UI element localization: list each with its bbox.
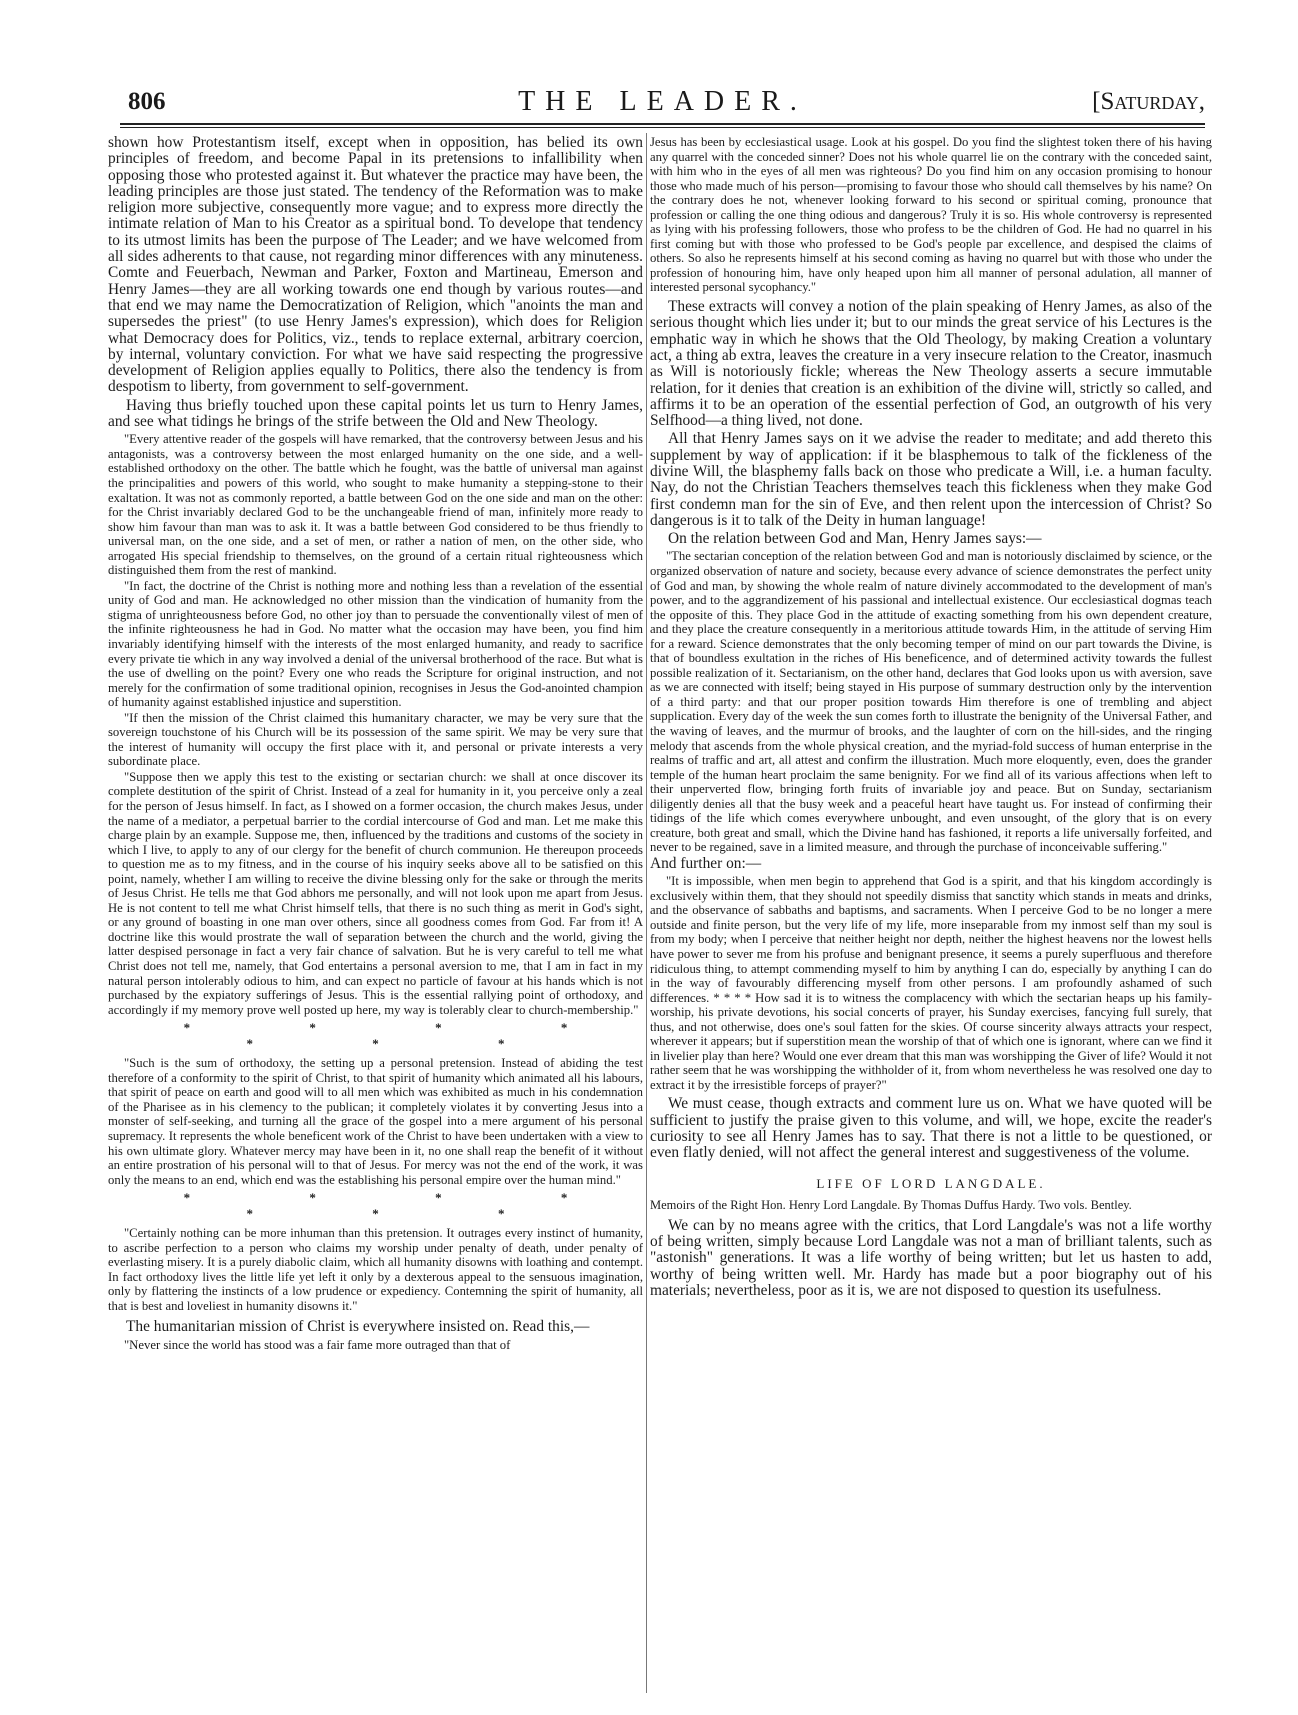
quotation-paragraph: "In fact, the doctrine of the Christ is nothing more and nothing less than a revelation of the essential unity of God and man. He acknowledged no other mission than the vindication of humanity from the stigma of unrighteousness before God, no other joy than to persuade the conventionally vilest of men of the infinite righteousness he had in God. No matter what the occasion may have been, you find him invariably identifying himself with the interests of the most enlarged humanity, and ready to sacrifice every private tie which in any way involved a denial of the universal brotherhood of the race. But what is the use of dwelling on the point? Every one who reads the Scripture for original instruction, and not merely for the confirmation of some traditional opinion, recognises in Jesus the God-anointed champion of humanity against established injustice and superstition. xyxy=(108,578,643,710)
header-rule-thin xyxy=(120,127,1205,128)
header-rule xyxy=(120,123,1205,125)
quotation-paragraph: "Certainly nothing can be more inhuman than this pretension. It outrages every instinct of humanity, to ascribe perfection to a person who claims my worship under penalty of death, under penalty of everlasting misery. It is a purely diabolic claim, which all humanity disowns with loathing and contempt. In fact orthodoxy lives the little life yet left it only by a dexterous appeal to the sensuous imagination, only by flattering the instincts of a low prudence or expediency. Contemning the spirit of humanity, all that is best and loveliest in humanity disowns it." xyxy=(108,1226,643,1313)
left-column xyxy=(108,135,643,1353)
paragraph: And further on:— xyxy=(650,854,762,872)
page-header xyxy=(120,86,1205,120)
paragraph: The humanitarian mission of Christ is everywhere insisted on. Read this,— xyxy=(126,1318,590,1336)
paragraph: These extracts will convey a notion of the plain speaking of Henry James, as also of the serious thought which lies under it; but to our minds the great service of his Lectures is the emphatic way in which he shows that the Old Theology, by making Creation a voluntary act, a thing ab extra, leaves the creature in a very insecure relation to the Creator, inasmuch as Will is notoriously fickle; whereas the New Theology asserts a secure immutable relation, for it denies that creation is an exhibition of the divine will, strictly so called, and affirms it to be an operation of the essential perfection of God, an outgrowth of his very Selfhood—a thing lived, not done. xyxy=(650,298,1212,430)
quotation-paragraph: "The sectarian conception of the relation between God and man is notoriously disclaimed by science, or the organized observation of nature and society, because every advance of science demonstrates the perfect unity of God and man, by showing the whole realm of nature divinely accommodated to the development of man's power, and to the aggrandizement of his passional and intellectual existence. Our ecclesiastical dogmas teach the opposite of this. They place God in the attitude of exacting something from his own dependent creature, and they place the creature consequently in a meritorious attitude towards Him, in the attitude of serving Him for a reward. Science demonstrates that the only becoming temper of mind on our part towards the Divine, is that of boundless exultation in the riches of His beneficence, and of determined activity towards the fullest possible realization of it. Sectarianism, on the other hand, declares that God looks upon us with aversion, save as we are connected with itself; being stayed in His purpose of summary destruction only by the intervention of a third party: and that our proper position towards Him therefore is one of trembling and abject supplication. Every day of the week the sun comes forth to illustrate the benignity of the Universal Father, and the waving of leaves, and the murmur of brooks, and the laughter of corn on the hill-sides, and the ringing melody that ascends from the whole physical creation, and the myriad-fold success of human enterprise in the realms of traffic and art, all attest and confirm the illustration. Much more eloquently, even, does the grander temple of the human heart proclaim the same benignity. For we find all of its various affections when left to their unperverted flow, bringing forth fruits of invariable joy and peace. But on Sunday, sectarianism diligently denies all that the busy week and a peaceful heart have taught us. For instead of confirming their tidings of the life which comes everywhere unbought, and even unsought, of the glory that is on every creature, both great and small, which the Divine hand has fashioned, it reports a life universally forfeited, and never to be regained, save in a limited measure, and through the purchase of inconceivable suffering." xyxy=(650,549,1212,855)
paragraph: On the relation between God and Man, Henry James says:— xyxy=(668,530,1042,548)
paragraph: We can by no means agree with the critics, that Lord Langdale's was not a life worthy of being written, simply because Lord Langdale was not a man of brilliant talents, such as "astonish" generations. It was a life worthy of being written; but let us hasten to add, worthy of being written well. Mr. Hardy has made but a poor biography out of his materials; nevertheless, poor as it is, we are not disposed to question its usefulness. xyxy=(650,1216,1212,1299)
quotation-paragraph: Jesus has been by ecclesiastical usage. Look at his gospel. Do you find the slightest token there of his having any quarrel with the conceded sinner? Does not his whole quarrel lie on the contrary with the conceded saint, with him who in the eyes of all men was righteous? Do you find him on any occasion promising to honour those who made much of his person—promising to favour those who should call themselves by his name? On the contrary does he not, whenever looking forward to his second or spiritual coming, pronounce that profession or calling the one thing odious and dangerous? Truly it is so. His whole controversy is represented as lying with his professing followers, those who profess to be the children of God. He had no quarrel in his first coming but with those who professed to be God's people par excellence, and despised the claims of others. So also he represents himself at his second coming as having no quarrel but with those who under the profession of honouring him, have only heaped upon him all manner of personal adulation, all manner of interested personal sycophancy." xyxy=(650,135,1212,295)
masthead-title: THE LEADER. xyxy=(518,86,807,117)
quotation-paragraph: "It is impossible, when men begin to apprehend that God is a spirit, and that his kingdom accordingly is exclusively within them, that they should not speedily dismiss that sanctity which stands in meats and drinks, and the observance of sabbaths and baptisms, and sacraments. When I perceive God to be no longer a mere outside and finite person, but the very life of my life, more inseparable from my inmost self than my soul is from my body; when I perceive that neither height nor depth, neither the highest heavens nor the lowest hells have power to sever me from his profuse and benignant presence, it seems a purely superfluous and therefore ridiculous thing, to attempt commending myself to him by anything I can do, especially by anything I can do in the way of favourably differencing myself from other persons. I am profoundly ashamed of such differences. * * * * How sad it is to witness the complacency with which the sectarian heaps up his family-worship, his private devotions, his social concerts of prayer, his Sunday exercises, fancying full surely, that thus, and not otherwise, does one's soul fatten for the skies. Of course sincerity always attracts your respect, wherever it appears; but if superstition mean the worship of that of which one is ignorant, where can we find it in livelier play than here? Would one ever dream that this man was worshipping the Giver of life? Would it not rather seem that he was worshipping the withholder of it, from whom nevertheless he was resolved one day to extract it by the irresistible forceps of prayer?" xyxy=(650,874,1212,1092)
asterisk-separator: * * * * * * * xyxy=(183,1020,626,1052)
paragraph: shown how Protestantism itself, except when in opposition, has belied its own principles of freedom, and become Papal in its pretensions to infallibility when opposing those who protested against it. But whatever the practice may have been, the leading principles are those just stated. The tendency of the Reformation was to make religion more subjective, consequently more vague; and to express more directly the intimate relation of Man to his Creator as a spiritual bond. To develope that tendency to its utmost limits has been the purpose of The Leader; and we have welcomed from all sides adherents to that cause, not regarding minor differences with any minuteness. Comte and Feuerbach, Newman and Parker, Foxton and Martineau, Emerson and Henry James—they are all working towards one end though by various routes—and that end we may name the Democratization of Religion, which "anoints the man and supersedes the priest" (to use Henry James's expression), which does for Religion what Democracy does for Politics, viz., tends to replace external, arbitrary coercion, by internal, voluntary conviction. For what we have said respecting the progressive development of Religion applies equally to Politics, there also the tendency is from despotism to liberty, from government to self-government. xyxy=(108,134,643,396)
paragraph: We must cease, though extracts and comment lure us on. What we have quoted will be sufficient to justify the praise given to this volume, and will, we hope, excite the reader's curiosity to see all Henry James has to say. That there is not a little to be questioned, or even flatly denied, will not affect the general interest and suggestiveness of the volume. xyxy=(650,1095,1212,1162)
paragraph: All that Henry James says on it we advise the reader to meditate; and add thereto this supplement by way of application: if it be blasphemous to talk of the fickleness of the divine Will, the blasphemy falls back on those who predicate a Will, i.e. a human faculty. Nay, do not the Christian Teachers themselves teach this fickleness when they make God first condemn man for the sin of Eve, and then relent upon the intercession of Christ? So dangerous is it to talk of the Deity in human language! xyxy=(650,430,1212,529)
column-divider xyxy=(646,133,647,1693)
quotation-paragraph: "Never since the world has stood was a fair fame more outraged than that of xyxy=(124,1337,511,1352)
quotation-paragraph: "Such is the sum of orthodoxy, the setting up a personal pretension. Instead of abiding the test therefore of a conformity to the spirit of Christ, to that spirit of humanity which animated all his labours, that spirit of peace on earth and good will to all men which was exhibited as much in his condemnation of the Pharisee as in his clemency to the publican; it completely violates it by converting Jesus into a monster of self-seeking, and turning all the grace of the gospel into a mere argument of his personal supremacy. It represents the whole beneficent work of the Christ to have been undertaken with a view to his own ultimate glory. Whatever mercy may have been in it, no one shall reap the benefit of it without an entire prostration of his personal will to that of Jesus. For mercy was not the end of the work, it was only the means to an end, which end was the establishing his personal empire over the human mind." xyxy=(108,1056,643,1187)
quotation-paragraph: "Every attentive reader of the gospels will have remarked, that the controversy between Jesus and his antagonists, was a controversy between the most enlarged humanity on the one side, and a well-established orthodoxy on the other. The battle which he fought, was the battle of universal man against the principalities and powers of this world, who sought to make humanity a stepping-stone to their exaltation. It was not as commonly reported, a battle between God on the one side and man on the other: for the Christ invariably declared God to be the unchangeable friend of man, infinitely more ready to show him favour than man was to ask it. It was a battle between God considered to be thus friendly to universal man, on the one side, and a set of men, or rather a nation of men, on the other side, who arrogated His special friendship to themselves, on the ground of a certain ritual righteousness which distinguished them from the rest of mankind. xyxy=(108,432,643,578)
paragraph: Having thus briefly touched upon these capital points let us turn to Henry James, and see what tidings he brings of the strife between the Old and New Theology. xyxy=(108,396,643,431)
right-column xyxy=(650,135,1212,1301)
quotation-paragraph: "If then the mission of the Christ claimed this humanitary character, we may be very sure that the sovereign touchstone of his Church will be its possession of the same spirit. We may be very sure that the interest of humanity will occupy the first place with it, and personal or private interests a very subordinate place. xyxy=(108,710,643,769)
quotation-paragraph: "Suppose then we apply this test to the existing or sectarian church: we shall at once discover its complete destitution of the spirit of Christ. Instead of a zeal for humanity in it, you perceive only a zeal for the person of Jesus himself. In fact, as I showed on a former occasion, the church makes Jesus, under the name of a mediator, a perpetual barrier to the cordial intercourse of God and man. Let me make this charge plain by an example. Suppose me, then, influenced by the traditions and customs of the society in which I live, to apply to any of our clergy for the benefit of church communion. He thereupon proceeds to question me as to my fitness, and in the course of his inquiry seeks above all to be satisfied on this point, namely, whether I am willing to receive the divine blessing only for the sake or through the merits of Jesus Christ. He tells me that God abhors me personally, and will not look upon me apart from Jesus. He is not content to tell me what Christ himself tells, that there is no such thing as merit in God's sight, or any ground of boasting in one man over others, since all goodness comes from God. Far from it! A doctrine like this would prostrate the wall of separation between the church and the world, giving the latter despised personage in fact a very fair chance of salvation. But he is very careful to tell me what Christ does not tell me, namely, that God entertains a personal aversion to me, that I am in fact in my natural person intolerably odious to him, and can expect no particle of favour at his hands which is not purchased by the expiatory sufferings of Jesus. This is the essential rallying point of orthodoxy, and accordingly if my memory prove well posted up here, my way is tolerably clear to church-membership." xyxy=(108,769,643,1017)
section-title: LIFE OF LORD LANGDALE. xyxy=(816,1175,1046,1191)
book-citation: Memoirs of the Right Hon. Henry Lord Langdale. By Thomas Duffus Hardy. Two vols. Bentley. xyxy=(650,1197,1132,1212)
asterisk-separator: * * * * * * * xyxy=(183,1190,626,1222)
header-day: [Saturday, xyxy=(1092,88,1205,115)
page-number: 806 xyxy=(128,88,166,115)
